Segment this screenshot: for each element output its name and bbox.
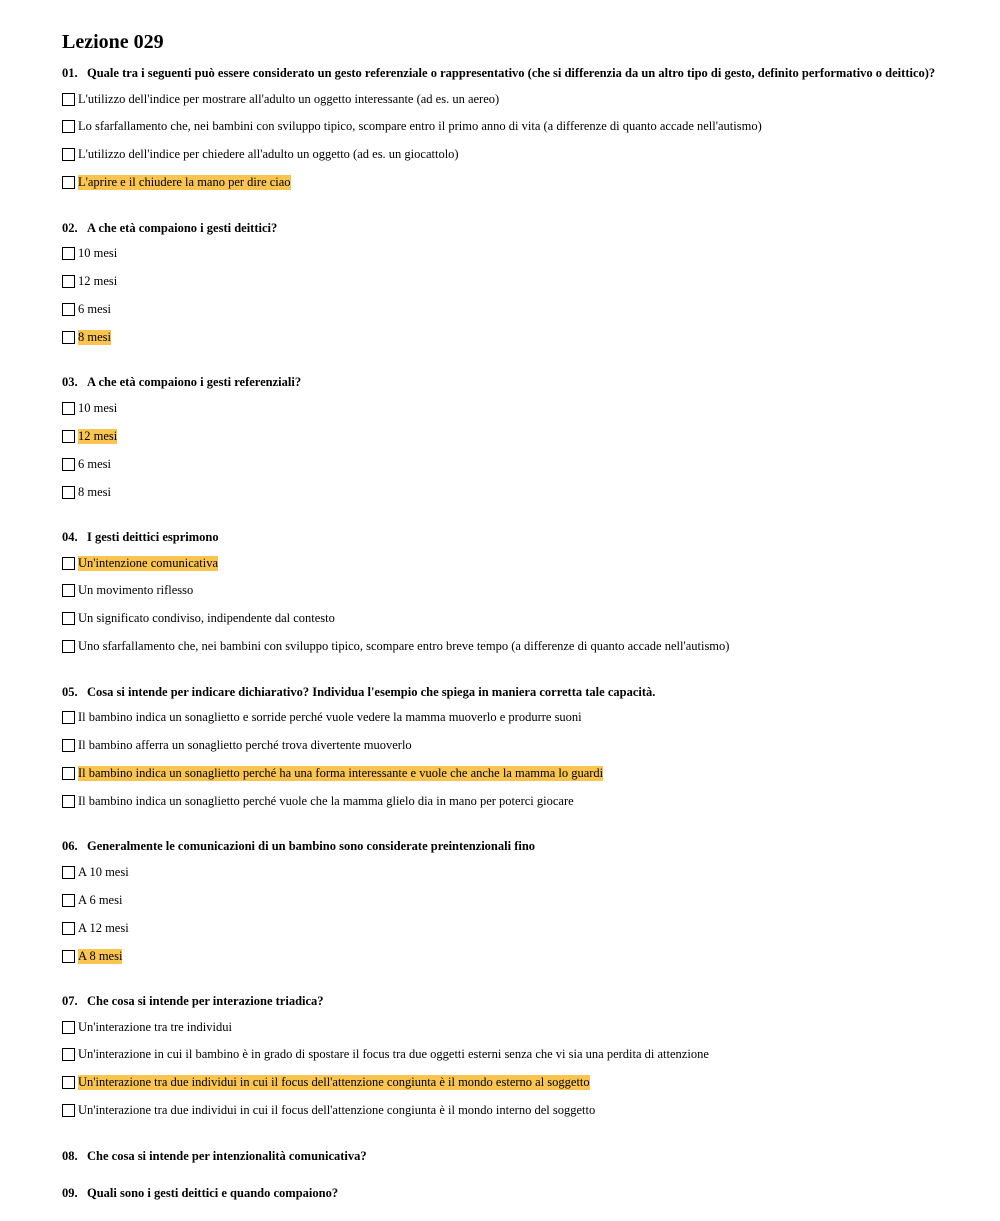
question-text: Quale tra i seguenti può essere considerato un gesto referenziale o rappresentativo (che si differenzia da un altro tipo di gesto, definito performativo o deittico)?	[87, 66, 936, 80]
answer-option[interactable]	[62, 553, 938, 573]
answer-option[interactable]	[62, 398, 938, 418]
answer-option[interactable]	[62, 327, 938, 347]
question-text: A che età compaiono i gesti deittici?	[87, 220, 278, 235]
answer-text: 10 mesi	[78, 246, 118, 261]
page-title: Lezione 029	[62, 31, 164, 53]
question-heading	[62, 1149, 938, 1164]
answer-option[interactable]	[62, 117, 938, 137]
checkbox-icon[interactable]	[62, 458, 75, 471]
answer-text: Uno sfarfallamento che, nei bambini con sviluppo tipico, scompare entro breve tempo (a differenze di quanto accade nell'autismo)	[78, 639, 730, 654]
question-text: Quali sono i gesti deittici e quando compaiono?	[87, 1185, 339, 1200]
answer-text: L'utilizzo dell'indice per mostrare all'adulto un oggetto interessante (ad es. un aereo)	[78, 91, 500, 106]
checkbox-icon[interactable]	[62, 486, 75, 499]
highlighted-answer-text: A 8 mesi	[78, 948, 123, 963]
question-heading	[62, 375, 938, 390]
highlighted-answer-text: Il bambino indica un sonaglietto perché ha una forma interessante e vuole che anche la mamma lo guardi	[78, 765, 604, 780]
question-number: 02.	[62, 220, 78, 235]
checkbox-icon[interactable]	[62, 711, 75, 724]
answer-option[interactable]	[62, 1045, 938, 1065]
question-5	[62, 685, 938, 812]
checkbox-icon[interactable]	[62, 1076, 75, 1089]
answer-text: Il bambino afferra un sonaglietto perché trova divertente muoverlo	[78, 738, 412, 753]
answer-option[interactable]	[62, 609, 938, 629]
answer-text: 12 mesi	[78, 274, 118, 289]
question-number: 08.	[62, 1148, 78, 1163]
question-heading	[62, 530, 938, 545]
answer-option[interactable]	[62, 272, 938, 292]
answer-option[interactable]	[62, 637, 938, 657]
question-text: I gesti deittici esprimono	[87, 530, 219, 545]
answer-option[interactable]	[62, 89, 938, 109]
checkbox-icon[interactable]	[62, 1048, 75, 1061]
checkbox-icon[interactable]	[62, 640, 75, 653]
answer-option[interactable]	[62, 173, 938, 193]
checkbox-icon[interactable]	[62, 922, 75, 935]
question-number: 09.	[62, 1185, 78, 1200]
checkbox-icon[interactable]	[62, 1021, 75, 1034]
answer-text: A 6 mesi	[78, 892, 123, 907]
answer-option[interactable]	[62, 1073, 938, 1093]
answer-text: Un'interazione tra due individui in cui il focus dell'attenzione congiunta è il mondo interno del soggetto	[78, 1103, 596, 1118]
checkbox-icon[interactable]	[62, 176, 75, 189]
highlighted-answer-text: 8 mesi	[78, 329, 111, 344]
answer-option[interactable]	[62, 736, 938, 756]
answer-text: A 12 mesi	[78, 920, 129, 935]
question-3	[62, 375, 938, 502]
checkbox-icon[interactable]	[62, 430, 75, 443]
question-list	[62, 66, 938, 1201]
question-number: 03.	[62, 375, 78, 390]
checkbox-icon[interactable]	[62, 795, 75, 808]
highlighted-answer-text: 12 mesi	[78, 428, 118, 443]
question-heading	[62, 994, 938, 1009]
checkbox-icon[interactable]	[62, 612, 75, 625]
answer-option[interactable]	[62, 946, 938, 966]
answer-option[interactable]	[62, 426, 938, 446]
checkbox-icon[interactable]	[62, 950, 75, 963]
answer-text: 8 mesi	[78, 484, 111, 499]
checkbox-icon[interactable]	[62, 402, 75, 415]
answer-text: 6 mesi	[78, 456, 111, 471]
question-7	[62, 994, 938, 1121]
question-number: 07.	[62, 994, 78, 1009]
question-heading	[62, 66, 938, 81]
answer-text: Un significato condiviso, indipendente dal contesto	[78, 611, 335, 626]
question-heading	[62, 221, 938, 236]
answer-option[interactable]	[62, 791, 938, 811]
answer-option[interactable]	[62, 145, 938, 165]
question-text: Che cosa si intende per interazione triadica?	[87, 994, 324, 1009]
answer-text: L'utilizzo dell'indice per chiedere all'adulto un oggetto (ad es. un giocattolo)	[78, 147, 459, 162]
checkbox-icon[interactable]	[62, 894, 75, 907]
checkbox-icon[interactable]	[62, 557, 75, 570]
question-text: Cosa si intende per indicare dichiarativo? Individua l'esempio che spiega in maniera corretta tale capacità.	[87, 684, 656, 699]
answer-text: 10 mesi	[78, 400, 118, 415]
answer-option[interactable]	[62, 918, 938, 938]
question-number: 05.	[62, 684, 78, 699]
answer-option[interactable]	[62, 299, 938, 319]
answer-option[interactable]	[62, 454, 938, 474]
answer-option[interactable]	[62, 581, 938, 601]
answer-option[interactable]	[62, 890, 938, 910]
answer-option[interactable]	[62, 1017, 938, 1037]
checkbox-icon[interactable]	[62, 120, 75, 133]
answer-text: Un'interazione tra tre individui	[78, 1019, 232, 1034]
question-4	[62, 530, 938, 657]
question-heading	[62, 1186, 938, 1201]
answer-text: Lo sfarfallamento che, nei bambini con sviluppo tipico, scompare entro il primo anno di vita (a differenze di quanto accade nell'autismo)	[78, 119, 762, 134]
answer-option[interactable]	[62, 862, 938, 882]
question-2	[62, 221, 938, 348]
answer-option[interactable]	[62, 244, 938, 264]
answer-option[interactable]	[62, 1101, 938, 1121]
highlighted-answer-text: Un'interazione tra due individui in cui il focus dell'attenzione congiunta è il mondo esterno al soggetto	[78, 1075, 590, 1090]
question-1	[62, 66, 938, 193]
answer-text: Un'interazione in cui il bambino è in grado di spostare il focus tra due oggetti esterni senza che vi sia una perdita di attenzione	[78, 1047, 709, 1062]
checkbox-icon[interactable]	[62, 275, 75, 288]
checkbox-icon[interactable]	[62, 247, 75, 260]
question-text: Che cosa si intende per intenzionalità comunicativa?	[87, 1148, 367, 1163]
answer-text: Un movimento riflesso	[78, 583, 194, 598]
question-8	[62, 1149, 938, 1164]
question-text: A che età compaiono i gesti referenziali?	[87, 375, 302, 390]
checkbox-icon[interactable]	[62, 584, 75, 597]
checkbox-icon[interactable]	[62, 303, 75, 316]
checkbox-icon[interactable]	[62, 767, 75, 780]
question-6	[62, 839, 938, 966]
answer-text: 6 mesi	[78, 301, 111, 316]
checkbox-icon[interactable]	[62, 866, 75, 879]
answer-option[interactable]	[62, 708, 938, 728]
question-heading	[62, 839, 938, 854]
question-number: 01.	[62, 66, 78, 80]
question-heading	[62, 685, 938, 700]
checkbox-icon[interactable]	[62, 148, 75, 161]
question-text: Generalmente le comunicazioni di un bambino sono considerate preintenzionali fino	[87, 839, 536, 854]
question-9	[62, 1186, 938, 1201]
highlighted-answer-text: L'aprire e il chiudere la mano per dire ciao	[78, 175, 291, 190]
question-number: 04.	[62, 530, 78, 545]
answer-text: A 10 mesi	[78, 864, 129, 879]
checkbox-icon[interactable]	[62, 1104, 75, 1117]
question-number: 06.	[62, 839, 78, 854]
answer-option[interactable]	[62, 482, 938, 502]
answer-text: Il bambino indica un sonaglietto e sorride perché vuole vedere la mamma muoverlo e produrre suoni	[78, 710, 582, 725]
answer-text: Il bambino indica un sonaglietto perché vuole che la mamma glielo dia in mano per poterci giocare	[78, 793, 574, 808]
highlighted-answer-text: Un'intenzione comunicativa	[78, 555, 219, 570]
answer-option[interactable]	[62, 763, 938, 783]
checkbox-icon[interactable]	[62, 739, 75, 752]
checkbox-icon[interactable]	[62, 93, 75, 106]
checkbox-icon[interactable]	[62, 331, 75, 344]
